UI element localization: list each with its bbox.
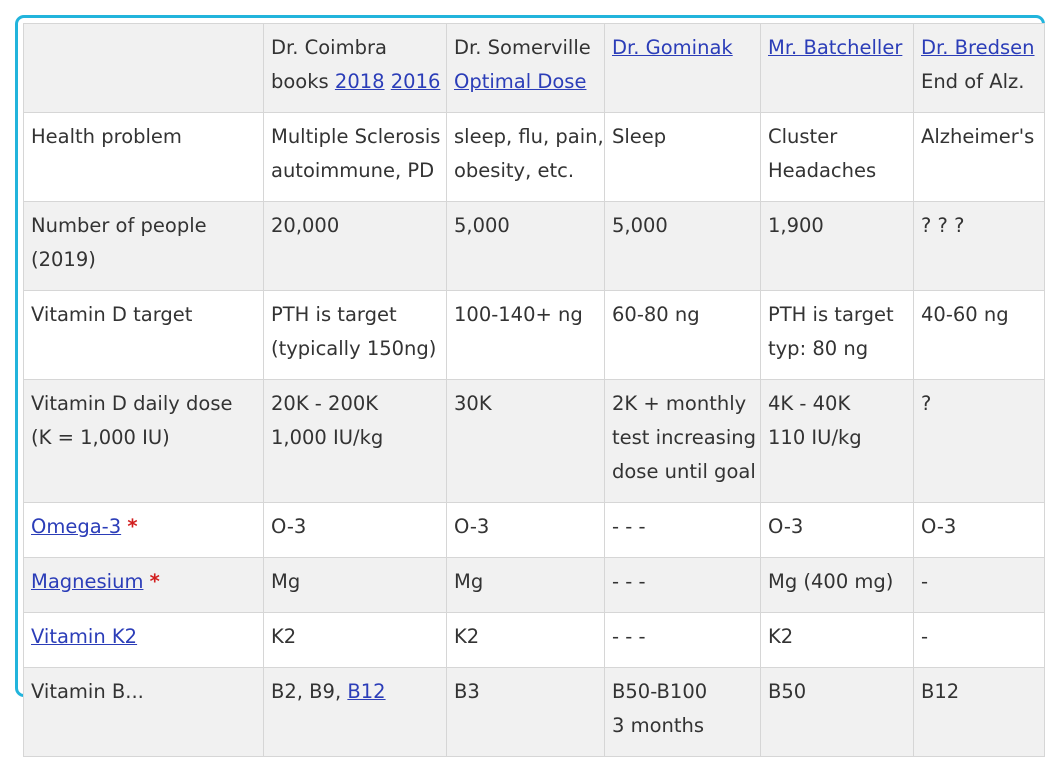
cell: 1,900 (761, 202, 914, 291)
cell (605, 113, 761, 202)
row-health-problem (24, 113, 1045, 202)
row-magnesium (24, 558, 1045, 613)
cell-line: PTH is target (768, 303, 894, 326)
header-gominak (605, 24, 761, 113)
header-batcheller (761, 24, 914, 113)
cell-line: dose until goal (612, 460, 756, 483)
cell: Mg (400 mg) (761, 558, 914, 613)
cell: B12 (914, 668, 1045, 757)
cell-line: 4K - 40K (768, 392, 851, 415)
row-label (24, 503, 264, 558)
row-vitamin-d-target (24, 291, 1045, 380)
cell-line: PTH is target (271, 303, 397, 326)
header-coimbra (264, 24, 447, 113)
somerville-name: Dr. Somerville (454, 36, 591, 59)
cell (264, 380, 447, 503)
cell: Mg (447, 558, 605, 613)
coimbra-name: Dr. Coimbra (271, 36, 387, 59)
row-label (24, 558, 264, 613)
header-somerville (447, 24, 605, 113)
cell (761, 380, 914, 503)
row-vitamin-b (24, 668, 1045, 757)
cell: 40-60 ng (914, 291, 1045, 380)
cell (264, 291, 447, 380)
link-magnesium[interactable]: Magnesium (31, 570, 144, 593)
cell (605, 668, 761, 757)
comparison-table-frame (15, 15, 1045, 737)
cell-line: Cluster (768, 125, 838, 148)
cell: O-3 (447, 503, 605, 558)
link-2016[interactable]: 2016 (390, 70, 441, 93)
row-label (24, 613, 264, 668)
cell (264, 668, 447, 757)
row-label (24, 380, 264, 503)
row-label-line: Vitamin D daily dose (31, 392, 233, 415)
cell-line: Multiple Sclerosis (271, 125, 441, 148)
row-label: Vitamin D target (24, 291, 264, 380)
cell-line: obesity, etc. (454, 159, 575, 182)
cell: ? ? ? (914, 202, 1045, 291)
cell: K2 (447, 613, 605, 668)
cell (447, 113, 605, 202)
row-vitamin-d-daily-dose (24, 380, 1045, 503)
cell: 5,000 (605, 202, 761, 291)
row-omega-3 (24, 503, 1045, 558)
cell: - - - (605, 503, 761, 558)
cell (761, 291, 914, 380)
cell-line: Alzheimer's (921, 125, 1035, 148)
cell (605, 380, 761, 503)
link-omega-3[interactable]: Omega-3 (31, 515, 122, 538)
cell (761, 113, 914, 202)
cell: B3 (447, 668, 605, 757)
coimbra-books (271, 65, 440, 99)
cell: K2 (264, 613, 447, 668)
cell: - (914, 558, 1045, 613)
cell-line: 20K - 200K (271, 392, 379, 415)
cell: - - - (605, 613, 761, 668)
cell: 60-80 ng (605, 291, 761, 380)
row-label: Vitamin B... (24, 668, 264, 757)
cell: O-3 (761, 503, 914, 558)
bredsen-book: End of Alz. (921, 70, 1025, 93)
cell: - (914, 613, 1045, 668)
cell: - - - (605, 558, 761, 613)
row-vitamin-k2 (24, 613, 1045, 668)
header-bredsen (914, 24, 1045, 113)
link-gominak[interactable]: Dr. Gominak (612, 36, 733, 59)
cell: 100-140+ ng (447, 291, 605, 380)
link-optimal-dose[interactable]: Optimal Dose (454, 70, 587, 93)
cell-line: sleep, flu, pain, (454, 125, 604, 148)
cell: K2 (761, 613, 914, 668)
cell-line: autoimmune, PD (271, 159, 435, 182)
important-star: * (149, 570, 160, 593)
cell-line: test increasing (612, 426, 756, 449)
cell-line: 110 IU/kg (768, 426, 862, 449)
row-label-line: (K = 1,000 IU) (31, 426, 170, 449)
row-number-of-people (24, 202, 1045, 291)
cell-text: B2, B9, (271, 680, 342, 703)
cell: 20,000 (264, 202, 447, 291)
row-label-line: (2019) (31, 248, 96, 271)
cell-line: (typically 150ng) (271, 337, 437, 360)
cell: O-3 (914, 503, 1045, 558)
cell-line: Sleep (612, 125, 667, 148)
cell: O-3 (264, 503, 447, 558)
header-empty-cell (24, 24, 264, 113)
cell-line: 1,000 IU/kg (271, 426, 384, 449)
link-2018[interactable]: 2018 (334, 70, 385, 93)
header-row (24, 24, 1045, 113)
cell (264, 113, 447, 202)
vitamin-d-comparison-table (23, 23, 1045, 757)
cell-line: 2K + monthly (612, 392, 747, 415)
cell: B50 (761, 668, 914, 757)
row-label: Health problem (24, 113, 264, 202)
row-label (24, 202, 264, 291)
books-label: books (271, 70, 329, 93)
link-bredsen[interactable]: Dr. Bredsen (921, 36, 1035, 59)
cell: ? (914, 380, 1045, 503)
row-label-line: Number of people (31, 214, 207, 237)
link-b12[interactable]: B12 (347, 680, 386, 703)
cell-line: 3 months (612, 714, 705, 737)
cell-line: typ: 80 ng (768, 337, 869, 360)
cell-line: Headaches (768, 159, 877, 182)
link-batcheller[interactable]: Mr. Batcheller (768, 36, 903, 59)
link-vitamin-k2[interactable]: Vitamin K2 (31, 625, 138, 648)
cell: Mg (264, 558, 447, 613)
cell: 30K (447, 380, 605, 503)
cell (914, 113, 1045, 202)
important-star: * (127, 515, 138, 538)
cell-line: B50-B100 (612, 680, 708, 703)
cell: 5,000 (447, 202, 605, 291)
